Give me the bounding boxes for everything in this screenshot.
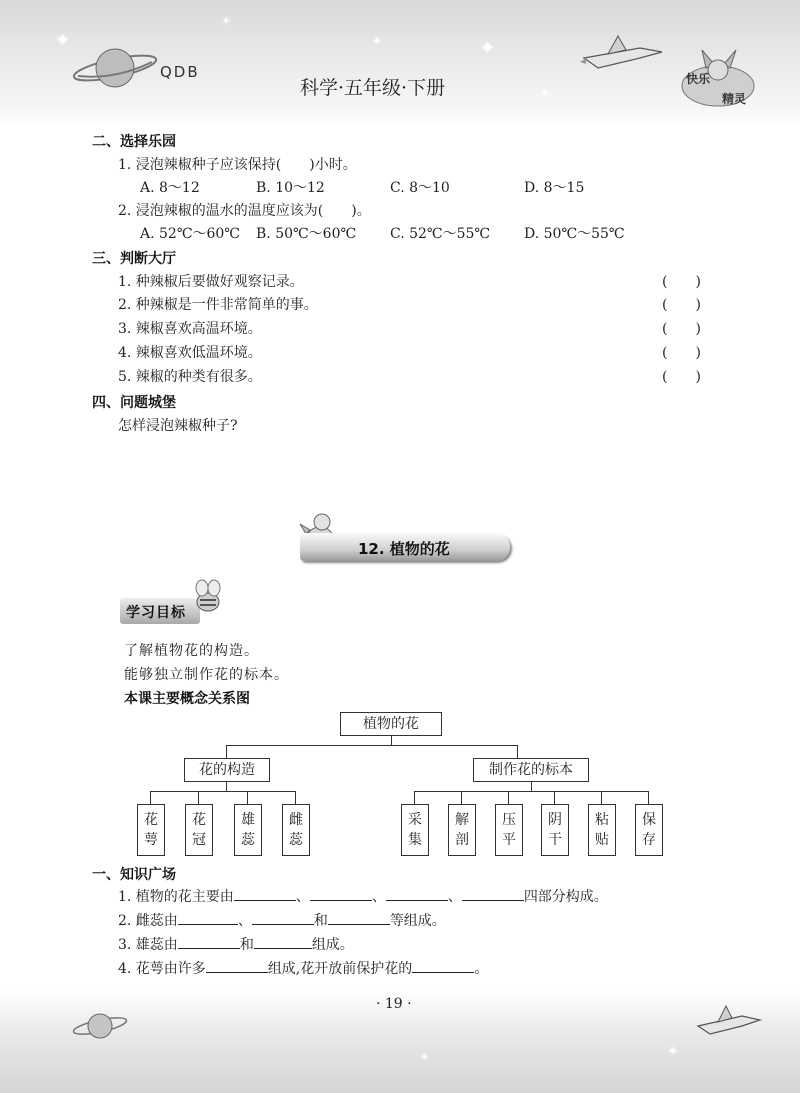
fill-blank-line (118, 910, 446, 930)
space-shuttle-icon (578, 28, 668, 78)
judge-item: 5. 辣椒的种类有很多。 (118, 369, 262, 385)
option-c: C. 8～10 (390, 180, 450, 196)
sparkle-icon: ✦ (668, 1044, 679, 1058)
option-b: B. 10～12 (256, 180, 325, 196)
learning-goal: 能够独立制作花的标本。 (124, 667, 289, 683)
option-d: D. 50℃～55℃ (524, 226, 625, 242)
option-b: B. 50℃～60℃ (256, 226, 357, 242)
answer-paren: ( ) (662, 321, 701, 337)
question-stem: 2. 浸泡辣椒的温水的温度应该为( )。 (118, 203, 371, 219)
page-title: 科学·五年级·下册 (300, 77, 446, 99)
section-heading-judge: 三、判断大厅 (92, 251, 176, 267)
concept-leaf (185, 804, 213, 856)
answer-blank[interactable] (328, 910, 390, 925)
connector-line (601, 791, 602, 805)
line-text: 4. 花萼由许多 (118, 961, 206, 977)
concept-leaf (234, 804, 262, 856)
concept-leaf-label: 阴干 (548, 812, 562, 848)
judge-item: 3. 辣椒喜欢高温环境。 (118, 321, 262, 337)
option-a: A. 8～12 (140, 180, 200, 196)
learning-goal: 了解植物花的构造。 (124, 643, 259, 659)
fill-blank-line (118, 886, 608, 906)
line-text: 、 (295, 889, 310, 905)
line-text: 组成,花开放前保护花的 (267, 961, 413, 977)
answer-blank[interactable] (206, 958, 268, 973)
concept-leaf-label: 雌蕊 (289, 812, 303, 848)
connector-line (554, 791, 555, 805)
concept-leaf-label: 采集 (408, 812, 422, 848)
sparkle-icon: ✦ (480, 38, 496, 59)
question-text: 怎样浸泡辣椒种子? (118, 418, 238, 434)
line-text: 四部分构成。 (523, 889, 608, 905)
connector-line (414, 791, 648, 792)
judge-item: 1. 种辣椒后要做好观察记录。 (118, 274, 304, 290)
answer-paren: ( ) (662, 369, 701, 385)
line-text: 、 (447, 889, 462, 905)
learning-goal-label: 学习目标 (126, 605, 186, 621)
planet-icon (70, 40, 160, 95)
concept-leaf (635, 804, 663, 856)
connector-line (517, 745, 518, 759)
mascot-label-top: 快乐 (686, 72, 711, 86)
sparkle-icon: ✦ (55, 30, 71, 51)
concept-branch-specimen: 制作花的标本 (473, 758, 589, 782)
section-heading-question: 四、问题城堡 (92, 395, 176, 411)
connector-line (226, 745, 518, 746)
bee-mascot-icon (190, 578, 226, 618)
sparkle-icon: ✦ (222, 16, 231, 27)
answer-blank[interactable] (178, 934, 240, 949)
concept-leaf (401, 804, 429, 856)
concept-leaf (588, 804, 616, 856)
answer-blank[interactable] (178, 910, 238, 925)
lesson-title: 12. 植物的花 (358, 540, 450, 558)
line-text: 。 (474, 961, 489, 977)
space-shuttle-icon (694, 1000, 764, 1042)
line-text: 、 (371, 889, 386, 905)
connector-line (226, 745, 227, 759)
fill-blank-line (118, 958, 488, 978)
mascot-label-bottom: 精灵 (722, 92, 747, 106)
planet-icon (70, 1006, 130, 1046)
answer-blank[interactable] (310, 886, 372, 901)
concept-leaf (495, 804, 523, 856)
section-heading-knowledge: 一、知识广场 (92, 867, 176, 883)
concept-map-heading: 本课主要概念关系图 (124, 691, 250, 707)
connector-line (648, 791, 649, 805)
answer-blank[interactable] (386, 886, 448, 901)
judge-item: 2. 种辣椒是一件非常简单的事。 (118, 297, 318, 313)
connector-line (198, 791, 199, 805)
option-c: C. 52℃～55℃ (390, 226, 491, 242)
answer-blank[interactable] (252, 910, 314, 925)
connector-line (247, 791, 248, 805)
line-text: 2. 雌蕊由 (118, 913, 178, 929)
sparkle-icon: ✦ (540, 86, 551, 100)
concept-root: 植物的花 (340, 712, 442, 736)
sparkle-icon: ✦ (420, 1052, 429, 1063)
connector-line (461, 791, 462, 805)
question-stem: 1. 浸泡辣椒种子应该保持( )小时。 (118, 157, 357, 173)
concept-leaf-label: 粘贴 (595, 812, 609, 848)
sparkle-icon: ✦ (372, 34, 383, 48)
concept-leaf-label: 压平 (502, 812, 516, 848)
answer-paren: ( ) (662, 274, 701, 290)
connector-line (150, 791, 151, 805)
line-text: 等组成。 (389, 913, 446, 929)
line-text: 和 (313, 913, 328, 929)
concept-branch-structure: 花的构造 (184, 758, 270, 782)
answer-paren: ( ) (662, 345, 701, 361)
brand-logo: QDB (160, 63, 200, 81)
concept-leaf (448, 804, 476, 856)
concept-leaf-label: 雄蕊 (241, 812, 255, 848)
answer-blank[interactable] (462, 886, 524, 901)
option-d: D. 8～15 (524, 180, 585, 196)
concept-leaf-label: 花萼 (144, 812, 158, 848)
line-text: 组成。 (311, 937, 354, 953)
section-heading-choice: 二、选择乐园 (92, 134, 176, 150)
answer-blank[interactable] (254, 934, 312, 949)
judge-item: 4. 辣椒喜欢低温环境。 (118, 345, 262, 361)
line-text: 3. 雄蕊由 (118, 937, 178, 953)
concept-leaf (137, 804, 165, 856)
answer-blank[interactable] (234, 886, 296, 901)
answer-paren: ( ) (662, 297, 701, 313)
concept-leaf-label: 花冠 (192, 812, 206, 848)
answer-blank[interactable] (412, 958, 474, 973)
line-text: 和 (239, 937, 254, 953)
option-a: A. 52℃～60℃ (140, 226, 240, 242)
connector-line (150, 791, 296, 792)
line-text: 1. 植物的花主要由 (118, 889, 234, 905)
concept-leaf (541, 804, 569, 856)
page-number: · 19 · (376, 996, 412, 1012)
concept-leaf-label: 保存 (642, 812, 656, 848)
concept-leaf (282, 804, 310, 856)
line-text: 、 (237, 913, 252, 929)
connector-line (295, 791, 296, 805)
concept-leaf-label: 解剖 (455, 812, 469, 848)
connector-line (508, 791, 509, 805)
fill-blank-line (118, 934, 354, 954)
connector-line (414, 791, 415, 805)
